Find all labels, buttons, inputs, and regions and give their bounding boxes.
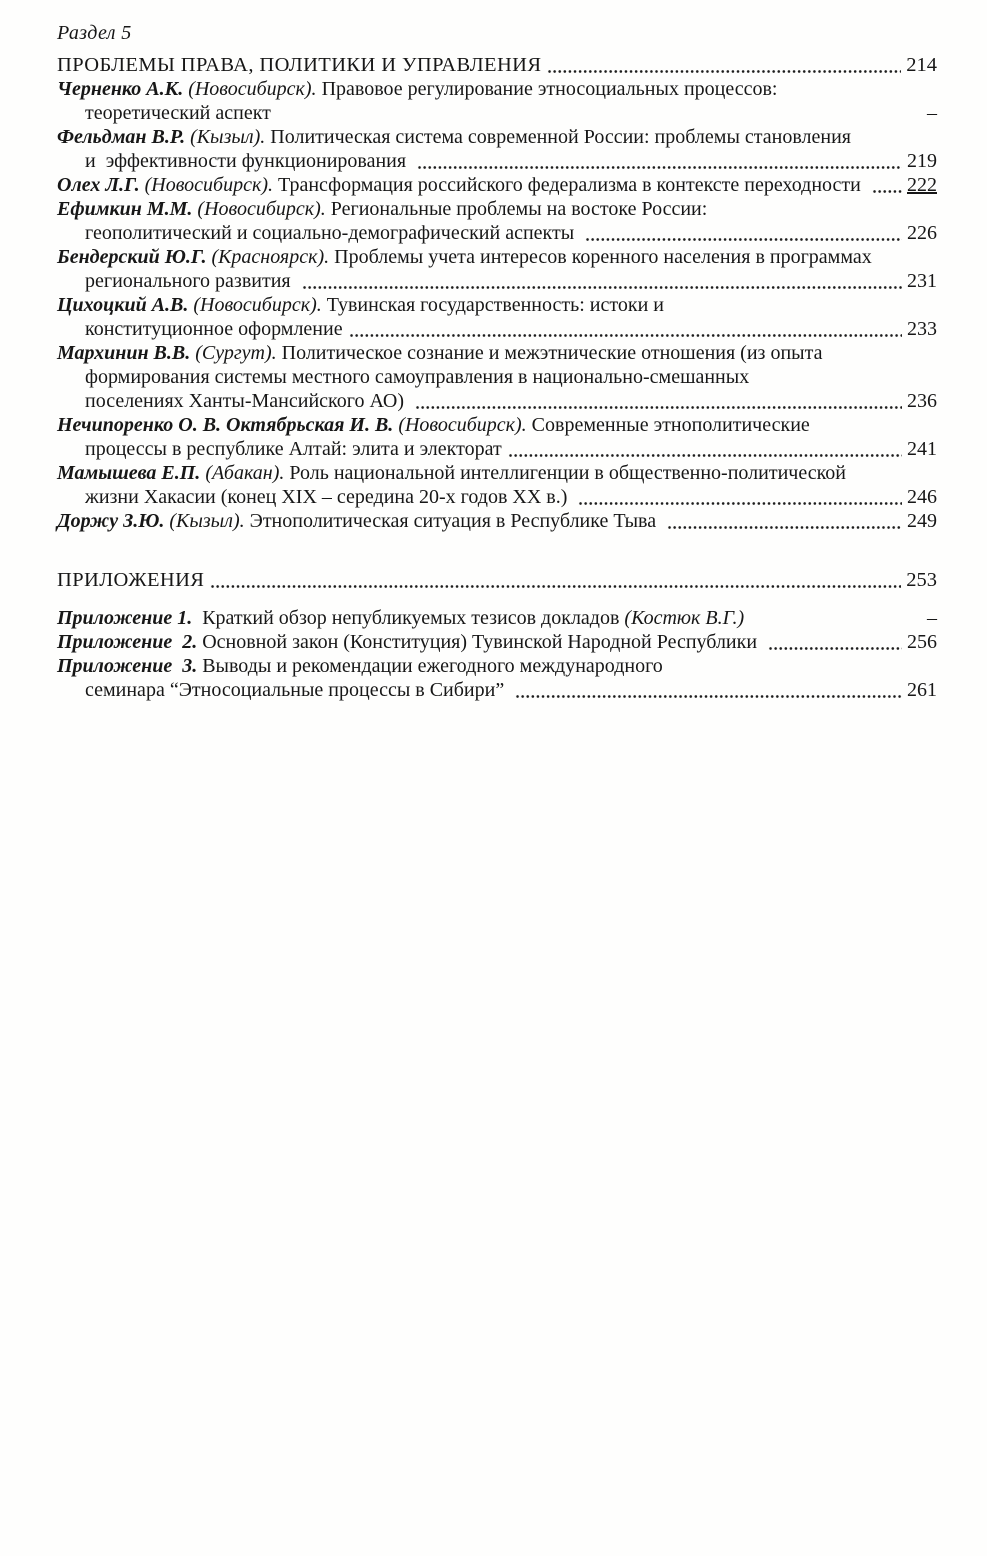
toc-line bbox=[57, 125, 937, 149]
toc-line bbox=[57, 485, 937, 509]
toc-line-text: Приложение 2. Основной закон (Конституция) Тувинской Народной Республики bbox=[57, 631, 763, 653]
dot-leader bbox=[768, 645, 902, 650]
section-heading-row bbox=[57, 53, 937, 77]
toc-line-text: Черненко А.К. (Новосибирск). Правовое регулирование этносоциальных процессов: bbox=[57, 78, 778, 100]
toc-page bbox=[0, 0, 987, 702]
toc-line bbox=[57, 101, 937, 125]
section-label: Раздел 5 bbox=[57, 22, 132, 44]
toc-line-text: Олех Л.Г. (Новосибирск). Трансформация российского федерализма в контексте переходности bbox=[57, 174, 866, 196]
toc-line-text: Нечипоренко О. В. Октябрьская И. В. (Новосибирск). Современные этнополитические bbox=[57, 414, 810, 436]
toc-line bbox=[57, 197, 937, 221]
toc-entry bbox=[57, 461, 937, 509]
toc-entry bbox=[57, 173, 937, 197]
page-number: 241 bbox=[907, 438, 937, 460]
toc-line bbox=[57, 606, 937, 630]
dot-leader bbox=[547, 68, 901, 73]
no-page-dash: – bbox=[927, 607, 937, 629]
page-number: 214 bbox=[906, 54, 937, 76]
toc-line bbox=[57, 437, 937, 461]
toc-entry bbox=[57, 654, 937, 702]
toc-line bbox=[57, 221, 937, 245]
appendices-heading: ПРИЛОЖЕНИЯ bbox=[57, 569, 205, 591]
toc-line bbox=[57, 413, 937, 437]
toc-entry bbox=[57, 630, 937, 654]
toc-line bbox=[57, 654, 937, 678]
toc-line-text: Фельдман В.Р. (Кызыл). Политическая система современной России: проблемы становления bbox=[57, 126, 851, 148]
toc-line-text: Приложение 3. Выводы и рекомендации ежегодного международного bbox=[57, 655, 663, 677]
toc-line-text: и эффективности функционирования bbox=[85, 150, 412, 172]
dot-leader bbox=[210, 583, 901, 588]
toc-line bbox=[57, 678, 937, 702]
dot-leader bbox=[585, 236, 902, 241]
no-page-dash: – bbox=[927, 102, 937, 124]
toc-line bbox=[57, 389, 937, 413]
toc-line-text: формирования системы местного самоуправления в национально-смешанных bbox=[85, 366, 750, 388]
toc-line-text: Цихоцкий А.В. (Новосибирск). Тувинская государственность: истоки и bbox=[57, 294, 664, 316]
toc-line bbox=[57, 317, 937, 341]
toc-line bbox=[57, 173, 937, 197]
toc-line bbox=[57, 293, 937, 317]
toc-entry bbox=[57, 509, 937, 533]
page-number: 222 bbox=[907, 174, 937, 196]
toc-entry bbox=[57, 197, 937, 245]
toc-line-text: Ефимкин М.М. (Новосибирск). Региональные проблемы на востоке России: bbox=[57, 198, 708, 220]
toc-line-text: регионального развития bbox=[85, 270, 296, 292]
toc-line-text: Доржу З.Ю. (Кызыл). Этнополитическая ситуация в Республике Тыва bbox=[57, 510, 662, 532]
toc-line bbox=[57, 149, 937, 173]
page-number: 219 bbox=[907, 150, 937, 172]
page-number: 249 bbox=[907, 510, 937, 532]
toc-entry bbox=[57, 341, 937, 413]
toc-line bbox=[57, 245, 937, 269]
toc-line bbox=[57, 509, 937, 533]
toc-line-text: конституционное оформление bbox=[85, 318, 343, 340]
dot-leader bbox=[578, 500, 902, 505]
dot-leader bbox=[417, 164, 902, 169]
page-number: 256 bbox=[907, 631, 937, 653]
toc-line-text: Мархинин В.В. (Сургут). Политическое сознание и межэтнические отношения (из опыта bbox=[57, 342, 823, 364]
page-number: 236 bbox=[907, 390, 937, 412]
toc-line-text: Мамышева Е.П. (Абакан). Роль национальной интеллигенции в общественно-политической bbox=[57, 462, 846, 484]
toc-line bbox=[57, 365, 937, 389]
section-heading: ПРОБЛЕМЫ ПРАВА, ПОЛИТИКИ И УПРАВЛЕНИЯ bbox=[57, 54, 542, 76]
toc-entry bbox=[57, 125, 937, 173]
toc-line-text: поселениях Ханты-Мансийского АО) bbox=[85, 390, 410, 412]
dot-leader bbox=[302, 284, 902, 289]
toc-entry bbox=[57, 77, 937, 125]
dot-leader bbox=[872, 188, 902, 193]
toc-entry bbox=[57, 245, 937, 293]
page-number: 246 bbox=[907, 486, 937, 508]
toc-line-text: Бендерский Ю.Г. (Красноярск). Проблемы учета интересов коренного населения в программах bbox=[57, 246, 872, 268]
toc-line bbox=[57, 77, 937, 101]
toc-entries bbox=[57, 77, 937, 533]
toc-line-text: теоретический аспект bbox=[85, 102, 271, 124]
page-number: 253 bbox=[906, 569, 937, 591]
toc-line bbox=[57, 269, 937, 293]
toc-line-text: процессы в республике Алтай: элита и электорат bbox=[85, 438, 502, 460]
toc-entry bbox=[57, 293, 937, 341]
toc-line-text: семинара “Этносоциальные процессы в Сибири” bbox=[85, 679, 510, 701]
toc-entry bbox=[57, 606, 937, 630]
dot-leader bbox=[515, 693, 902, 698]
dot-leader bbox=[667, 524, 902, 529]
toc-line-text: жизни Хакасии (конец XIX – середина 20-х годов XX в.) bbox=[85, 486, 573, 508]
toc-entry bbox=[57, 413, 937, 461]
toc-line bbox=[57, 461, 937, 485]
page-number: 226 bbox=[907, 222, 937, 244]
toc-line bbox=[57, 630, 937, 654]
dot-leader bbox=[349, 332, 902, 337]
dot-leader bbox=[415, 404, 902, 409]
page-number: 233 bbox=[907, 318, 937, 340]
toc-line bbox=[57, 341, 937, 365]
page-number: 231 bbox=[907, 270, 937, 292]
page-number: 261 bbox=[907, 679, 937, 701]
appendices-heading-row bbox=[57, 568, 937, 592]
dot-leader bbox=[508, 452, 902, 457]
toc-line-text: геополитический и социально-демографический аспекты bbox=[85, 222, 580, 244]
appendix-entries bbox=[57, 606, 937, 702]
toc-line-text: Приложение 1. Краткий обзор непубликуемых тезисов докладов (Костюк В.Г.) bbox=[57, 607, 745, 629]
